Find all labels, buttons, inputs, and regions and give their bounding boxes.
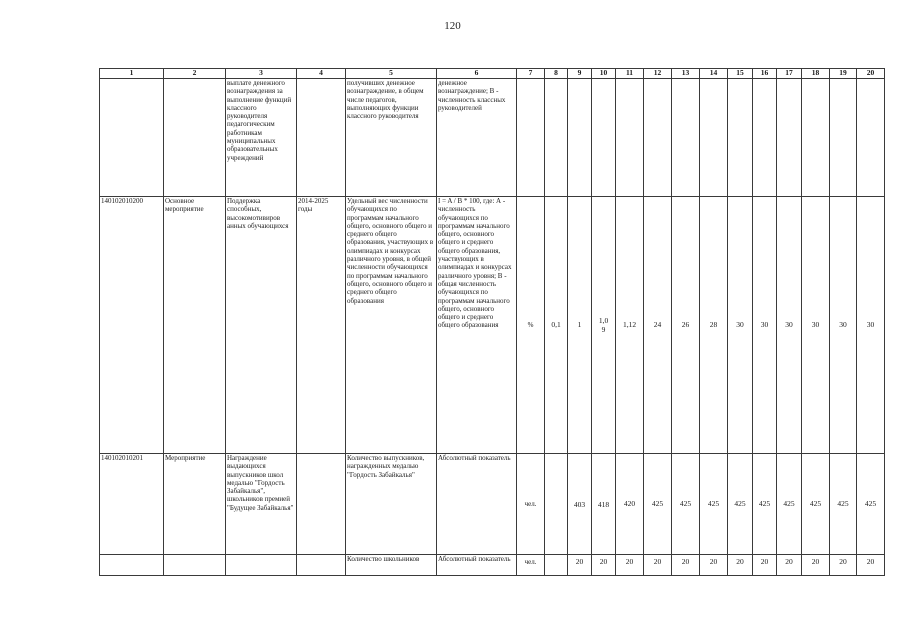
row-value: 425 [802,454,830,555]
row-value: 30 [857,197,885,454]
column-number: 8 [545,69,568,79]
row-value: 28 [700,197,728,454]
row-value [672,79,700,197]
column-number: 6 [437,69,517,79]
table-row [100,454,885,555]
row-value: 30 [728,197,753,454]
row-value: 30 [830,197,857,454]
row-value: 20 [728,555,753,576]
row-value: 425 [672,454,700,555]
row-formula: Абсолютный показатель [437,555,517,576]
row-type [164,79,226,197]
row-formula: I = A / B * 100, где: А - численность обучающихся по программам начального общего, основного общего и среднего общего образования, участвующих в олимпиадах и конкурсах различного уровня; В - общая численность обучающихся по программам начального общего, основного общего и среднего общего образования [437,197,517,454]
row-value: 403 [568,454,592,555]
row-value: 1,09 [592,197,616,454]
column-number: 1 [100,69,164,79]
row-value [616,79,644,197]
column-number: 3 [226,69,297,79]
row-name [226,555,297,576]
row-unit: чел. [517,454,545,555]
row-name: Поддержка способных, высокомотивиров анных обучающихся [226,197,297,454]
column-number: 13 [672,69,700,79]
row-value [545,555,568,576]
row-unit: чел. [517,555,545,576]
row-value: 20 [592,555,616,576]
column-number-row [100,69,885,79]
row-value: 20 [700,555,728,576]
row-value: 425 [857,454,885,555]
row-value: 20 [830,555,857,576]
row-type: Мероприятие [164,454,226,555]
row-period [297,555,346,576]
row-value: 1,12 [616,197,644,454]
row-value: 425 [728,454,753,555]
row-value [753,79,777,197]
page-number: 120 [444,20,461,32]
row-value [777,79,802,197]
column-number: 5 [346,69,437,79]
column-number: 19 [830,69,857,79]
row-code: 140102010200 [100,197,164,454]
row-value [857,79,885,197]
column-number: 15 [728,69,753,79]
row-value: 425 [700,454,728,555]
row-code [100,79,164,197]
column-number: 12 [644,69,672,79]
column-number: 14 [700,69,728,79]
column-number: 7 [517,69,545,79]
row-value [700,79,728,197]
row-value: 20 [777,555,802,576]
row-formula: Абсолютный показатель [437,454,517,555]
row-unit: % [517,197,545,454]
row-indicator: Удельный вес численности обучающихся по программам начального общего, основного общего и среднего общего образования, участвующих в олимпиадах и конкурсах различного уровня, в общей численности обучающихся по программам начального общего, основного общего и среднего общего образования [346,197,437,454]
row-value: 24 [644,197,672,454]
row-period [297,79,346,197]
column-number: 4 [297,69,346,79]
row-value [568,79,592,197]
row-indicator: Количество выпускников, награжденных медалью "Гордость Забайкалья" [346,454,437,555]
row-unit [517,79,545,197]
column-number: 18 [802,69,830,79]
table-row [100,197,885,454]
row-value: 26 [672,197,700,454]
row-value: 20 [753,555,777,576]
row-name: выплате денежного вознаграждения за выполнение функций классного руководителя педагогическим работникам муниципальных образовательных учреждений [226,79,297,197]
row-value [592,79,616,197]
row-value: 1 [568,197,592,454]
row-value [545,79,568,197]
row-value: 425 [753,454,777,555]
row-code [100,555,164,576]
row-value: 420 [616,454,644,555]
row-value [644,79,672,197]
indicators-table [99,68,885,576]
row-value: 30 [753,197,777,454]
row-value: 20 [672,555,700,576]
row-value [830,79,857,197]
row-value: 30 [802,197,830,454]
column-number: 9 [568,69,592,79]
row-value [728,79,753,197]
row-value [802,79,830,197]
row-value: 425 [830,454,857,555]
row-indicator: Количество школьников [346,555,437,576]
row-value: 20 [857,555,885,576]
row-value: 418 [592,454,616,555]
row-period [297,454,346,555]
column-number: 2 [164,69,226,79]
column-number: 11 [616,69,644,79]
row-value: 30 [777,197,802,454]
row-value: 20 [616,555,644,576]
table-row [100,79,885,197]
row-code: 140102010201 [100,454,164,555]
column-number: 17 [777,69,802,79]
row-value: 425 [644,454,672,555]
row-type [164,555,226,576]
column-number: 10 [592,69,616,79]
row-value: 20 [644,555,672,576]
column-number: 20 [857,69,885,79]
table-row [100,555,885,576]
row-value: 425 [777,454,802,555]
row-value: 20 [568,555,592,576]
row-type: Основное мероприятие [164,197,226,454]
column-number: 16 [753,69,777,79]
row-value: 0,1 [545,197,568,454]
row-period: 2014-2025 годы [297,197,346,454]
row-value [545,454,568,555]
row-value: 20 [802,555,830,576]
row-formula: денежное вознаграждение; В - численность классных руководителей [437,79,517,197]
row-name: Награждение выдающихся выпускников школ медалью "Гордость Забайкалья", школьников премией "Будущее Забайкалья" [226,454,297,555]
row-indicator: получивших денежное вознаграждение, в общем числе педагогов, выполняющих функции классного руководителя [346,79,437,197]
